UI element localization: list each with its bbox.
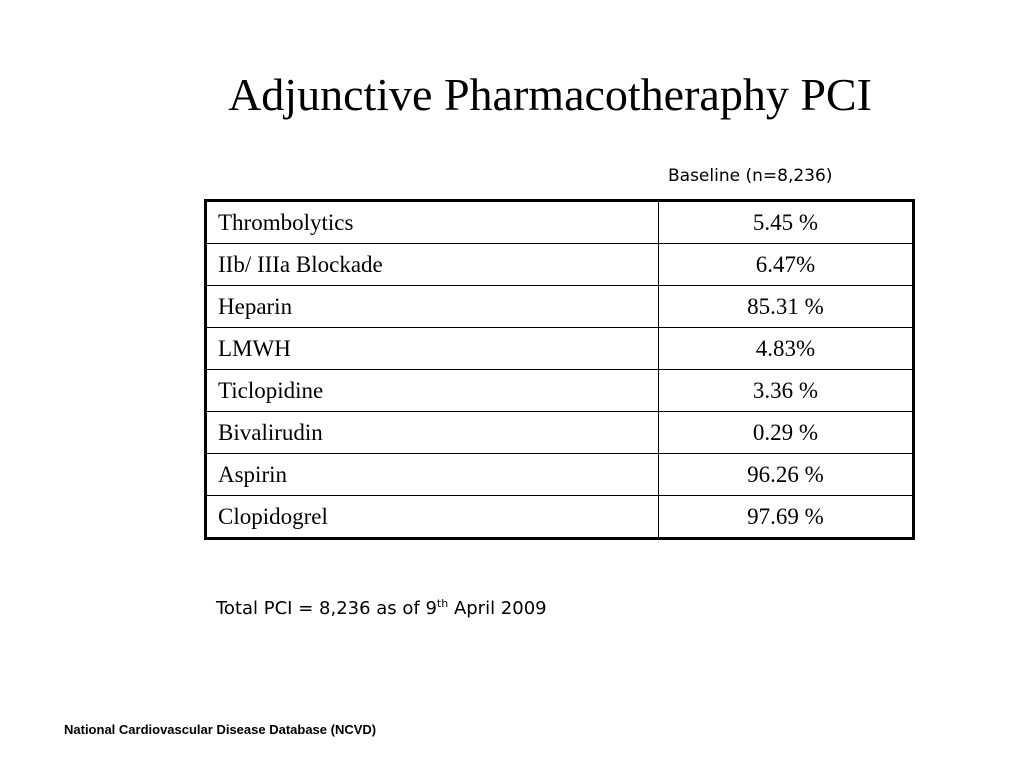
table-row: [206, 201, 914, 244]
table-row: [206, 370, 914, 412]
pharmacotherapy-table: [204, 199, 915, 540]
table-row: [206, 286, 914, 328]
percentage-cell: 3.36 %: [659, 370, 914, 412]
source-footer: National Cardiovascular Disease Database (NCVD): [64, 722, 377, 737]
drug-name-cell: Aspirin: [206, 454, 659, 496]
drug-name-cell: LMWH: [206, 328, 659, 370]
table-row: [206, 244, 914, 286]
total-pci-date: April 2009: [448, 598, 547, 619]
percentage-cell: 6.47%: [659, 244, 914, 286]
table-row: [206, 328, 914, 370]
percentage-cell: 5.45 %: [659, 201, 914, 244]
baseline-caption: Baseline (n=8,236): [668, 166, 833, 186]
percentage-cell: 0.29 %: [659, 412, 914, 454]
percentage-cell: 97.69 %: [659, 496, 914, 539]
drug-name-cell: Ticlopidine: [206, 370, 659, 412]
percentage-cell: 96.26 %: [659, 454, 914, 496]
drug-name-cell: Clopidogrel: [206, 496, 659, 539]
percentage-cell: 85.31 %: [659, 286, 914, 328]
total-pci-text: Total PCI = 8,236 as of 9: [216, 598, 437, 619]
table-row: [206, 412, 914, 454]
table-row: [206, 454, 914, 496]
total-pci-note: [216, 596, 547, 622]
slide-title: Adjunctive Pharmacotheraphy PCI: [228, 69, 872, 120]
drug-name-cell: Bivalirudin: [206, 412, 659, 454]
drug-name-cell: Thrombolytics: [206, 201, 659, 244]
drug-name-cell: IIb/ IIIa Blockade: [206, 244, 659, 286]
table-row: [206, 496, 914, 539]
drug-name-cell: Heparin: [206, 286, 659, 328]
percentage-cell: 4.83%: [659, 328, 914, 370]
ordinal-suffix: th: [436, 597, 449, 610]
